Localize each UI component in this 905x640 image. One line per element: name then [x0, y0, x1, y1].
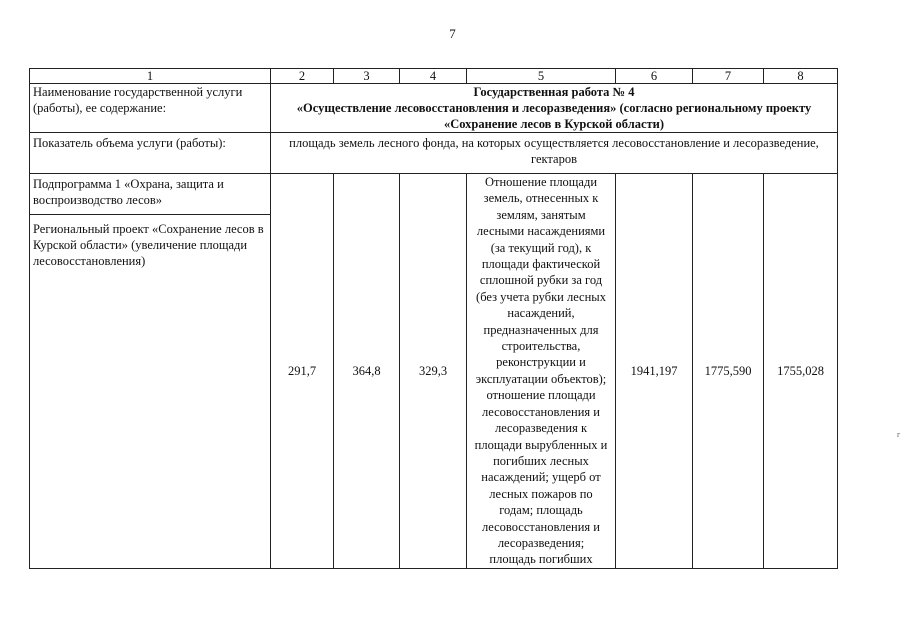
description-line: лесовосстановления и: [482, 519, 600, 534]
description-line: площадь погибших: [489, 552, 593, 567]
column-number-1: 1: [30, 69, 271, 84]
column-number-2: 2: [271, 69, 334, 84]
description-line: насаждений; ущерб от: [481, 470, 601, 485]
description-line: площади вырубленных и: [474, 437, 608, 452]
value-col6: 1941,197: [616, 174, 693, 569]
column-number-7: 7: [693, 69, 764, 84]
service-title: [271, 84, 838, 133]
value-col7: 1775,590: [693, 174, 764, 569]
state-task-table: [29, 68, 838, 569]
value-col4: 329,3: [400, 174, 467, 569]
regional-project-name: Региональный проект «Сохранение лесов в Курской области» (увеличение площади лесовосстановления): [33, 222, 264, 268]
indicator-row: [30, 133, 838, 174]
service-name-label: Наименование государственной услуги (работы), ее содержание:: [30, 84, 271, 133]
value-col3: 364,8: [334, 174, 400, 569]
column-number-8: 8: [764, 69, 838, 84]
value-col8: 1755,028: [764, 174, 838, 569]
indicator-description: [467, 174, 616, 569]
description-line: отношение площади: [486, 388, 596, 403]
description-line: строительства,: [501, 339, 581, 354]
description-line: лесных пожаров по: [489, 486, 593, 501]
service-name-row: [30, 84, 838, 133]
column-number-5: 5: [467, 69, 616, 84]
service-title-line: «Осуществление лесовосстановления и лесоразведения» (согласно региональному проекту: [296, 101, 812, 115]
description-line: (без учета рубки лесных: [476, 289, 606, 304]
description-line: лесоразведения к: [494, 421, 588, 436]
description-line: лесовосстановления и: [482, 404, 600, 419]
description-line: предназначенных для: [483, 322, 599, 337]
description-line: (за текущий год), к: [490, 240, 592, 255]
description-line: земель, отнесенных к: [483, 191, 599, 206]
description-line: годам; площадь: [499, 503, 583, 518]
column-number-row: [30, 69, 838, 84]
description-line: насаждений,: [507, 306, 575, 321]
indicator-value: площадь земель лесного фонда, на которых осуществляется лесовосстановление и лесоразведение, гектаров: [271, 133, 838, 174]
description-line: лесными насаждениями: [476, 224, 606, 239]
column-number-6: 6: [616, 69, 693, 84]
description-line: погибших лесных: [493, 453, 589, 468]
column-number-3: 3: [334, 69, 400, 84]
indicator-label: Показатель объема услуги (работы):: [30, 133, 271, 174]
service-title-line: «Сохранение лесов в Курской области): [443, 117, 665, 131]
description-line: реконструкции и: [496, 355, 586, 370]
page-number: 7: [449, 26, 456, 41]
subprogram-name: Подпрограмма 1 «Охрана, защита и воспроизводство лесов»: [30, 174, 270, 215]
margin-mark: г: [897, 430, 901, 439]
description-line: площади фактической: [481, 257, 601, 272]
data-row: [30, 174, 838, 569]
value-col2: 291,7: [271, 174, 334, 569]
service-title-line: Государственная работа № 4: [473, 85, 635, 99]
description-line: Отношение площади: [484, 175, 598, 189]
program-cell: [30, 174, 271, 569]
description-line: эксплуатации объектов);: [475, 371, 607, 386]
description-line: землям, занятым: [496, 207, 586, 222]
description-line: сплошной рубки за год: [479, 273, 603, 288]
column-number-4: 4: [400, 69, 467, 84]
description-line: лесоразведения;: [497, 535, 585, 550]
